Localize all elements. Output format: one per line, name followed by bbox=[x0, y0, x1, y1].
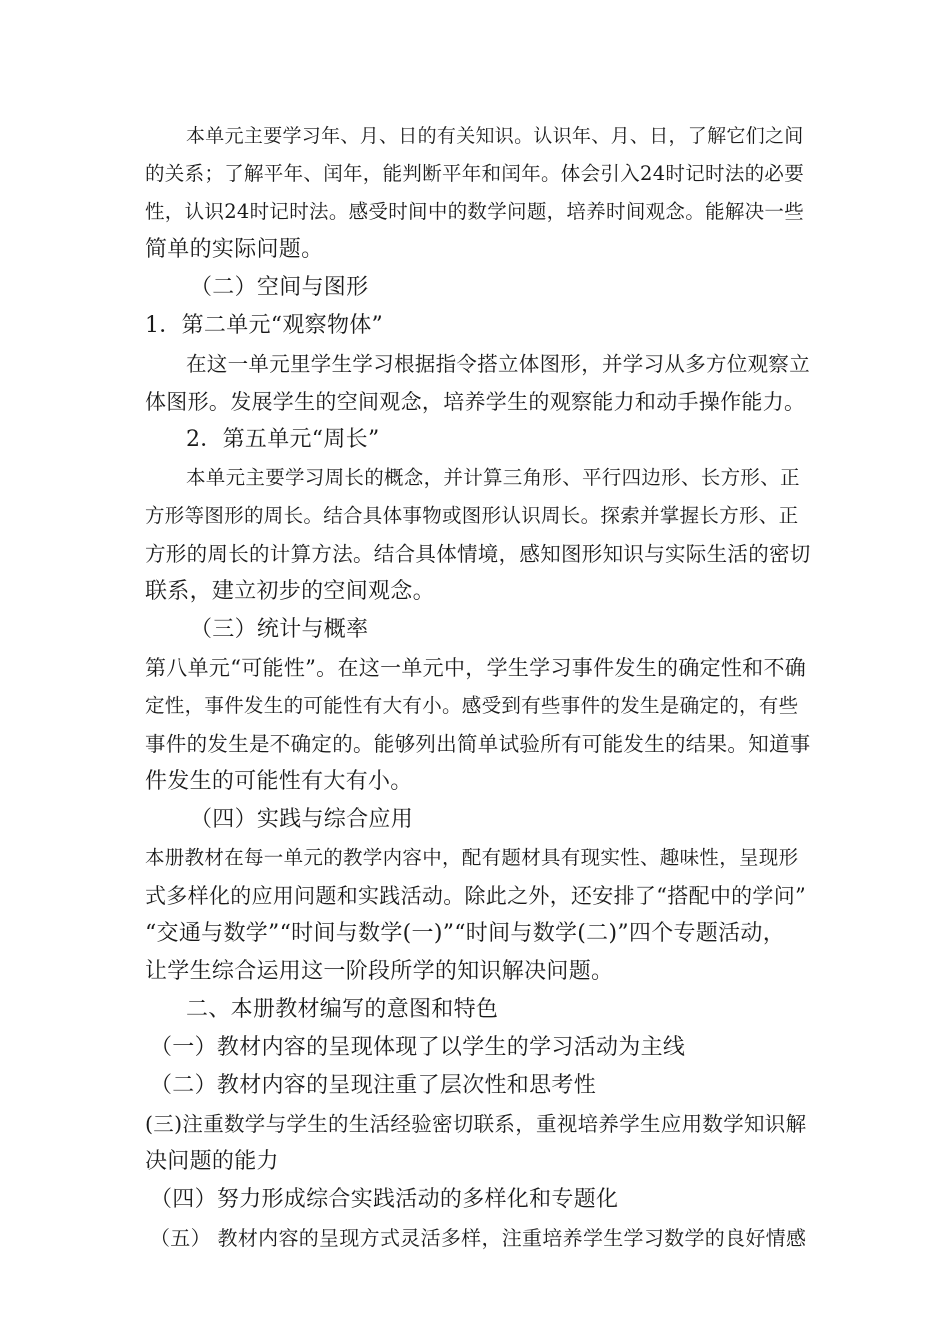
paragraph-line: 简单的实际问题。 bbox=[145, 237, 324, 262]
list-item: （一）教材内容的呈现体现了以学生的学习活动为主线 bbox=[150, 1035, 686, 1060]
paragraph-line: 联系，建立初步的空间观念。 bbox=[145, 579, 435, 604]
paragraph-line: 本单元主要学习年、月、日的有关知识。认识年、月、日，了解它们之间 bbox=[186, 125, 804, 147]
subsection-heading: 2．第五单元“周长” bbox=[186, 427, 380, 452]
paragraph-line: 方形的周长的计算方法。结合具体情境，感知图形知识与实际生活的密切 bbox=[145, 542, 811, 566]
list-item: (三)注重数学与学生的生活经验密切联系，重视培养学生应用数学知识解 bbox=[145, 1112, 807, 1136]
section-heading: （三）统计与概率 bbox=[190, 617, 369, 642]
paragraph-line: 性，认识24时记时法。感受时间中的数学问题，培养时间观念。能解决一些 bbox=[145, 200, 805, 223]
paragraph-line: 体图形。发展学生的空间观念，培养学生的观察能力和动手操作能力。 bbox=[145, 390, 806, 414]
paragraph-line: 的关系；了解平年、闰年，能判断平年和闰年。体会引入24时记时法的必要 bbox=[145, 162, 805, 185]
section-heading: （二）空间与图形 bbox=[190, 275, 369, 300]
paragraph-line: 在这一单元里学生学习根据指令搭立体图形，并学习从多方位观察立 bbox=[186, 352, 810, 376]
paragraph-line: 式多样化的应用问题和实践活动。除此之外，还安排了“搭配中的学问” bbox=[145, 884, 807, 908]
list-item: （二）教材内容的呈现注重了层次性和思考性 bbox=[150, 1073, 597, 1098]
paragraph-line: 本单元主要学习周长的概念，并计算三角形、平行四边形、长方形、正 bbox=[186, 466, 800, 489]
subsection-heading: 1．第二单元“观察物体” bbox=[145, 313, 384, 338]
paragraph-line: 件发生的可能性有大有小。 bbox=[145, 769, 413, 794]
paragraph-line: 定性，事件发生的可能性有大有小。感受到有些事件的发生是确定的，有些 bbox=[145, 694, 799, 717]
paragraph-line: “交通与数学”“时间与数学(一)”“时间与数学(二)”四个专题活动， bbox=[145, 921, 786, 946]
paragraph-line: 方形等图形的周长。结合具体事物或图形认识周长。探索并掌握长方形、正 bbox=[145, 504, 799, 527]
section-heading: （四）实践与综合应用 bbox=[190, 807, 414, 832]
list-item: （五） 教材内容的呈现方式灵活多样，注重培养学生学习数学的良好情感 bbox=[150, 1226, 807, 1250]
list-item: （四）努力形成综合实践活动的多样化和专题化 bbox=[150, 1187, 619, 1212]
chapter-heading: 二、本册教材编写的意图和特色 bbox=[186, 997, 499, 1022]
paragraph-line: 第八单元“可能性”。在这一单元中，学生学习事件发生的确定性和不确 bbox=[145, 656, 807, 680]
list-item-continuation: 决问题的能力 bbox=[145, 1149, 279, 1174]
paragraph-line: 本册教材在每一单元的教学内容中，配有题材具有现实性、趣味性，呈现形 bbox=[145, 846, 799, 869]
paragraph-line: 事件的发生是不确定的。能够列出简单试验所有可能发生的结果。知道事 bbox=[145, 732, 811, 756]
paragraph-line: 让学生综合运用这一阶段所学的知识解决问题。 bbox=[145, 959, 614, 984]
